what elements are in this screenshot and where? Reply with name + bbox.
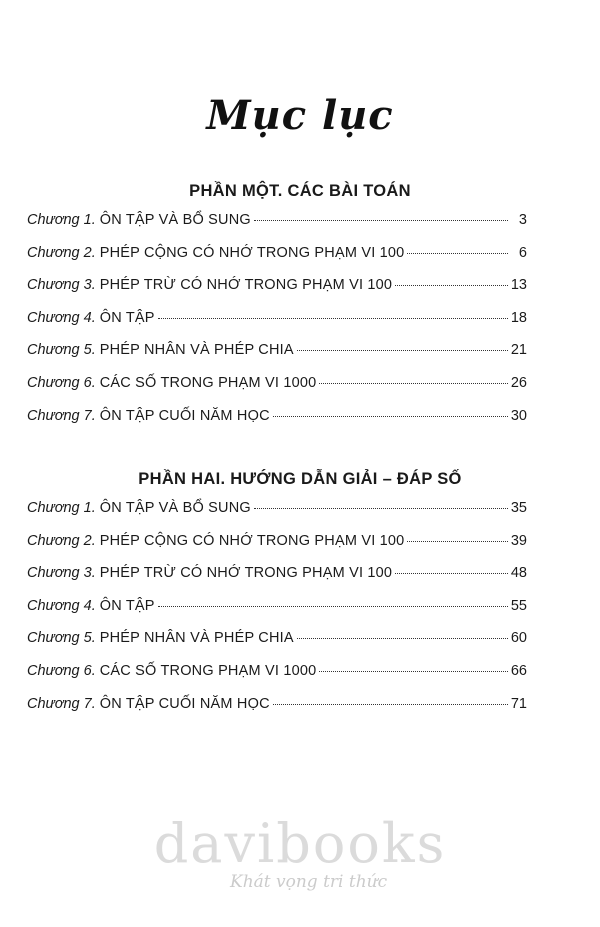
chapter-label: Chương bbox=[27, 342, 80, 359]
chapter-number: 3. bbox=[83, 565, 96, 582]
chapter-number: 1. bbox=[83, 212, 96, 228]
dot-leader bbox=[319, 383, 507, 384]
chapter-label: Chương bbox=[27, 374, 80, 391]
dot-leader bbox=[273, 416, 508, 417]
page-title: Mục lục bbox=[206, 92, 394, 139]
chapter-label: Chương bbox=[27, 597, 80, 614]
chapter-number: 4. bbox=[83, 597, 96, 614]
chapter-number: 2. bbox=[83, 244, 96, 261]
page-number: 35 bbox=[510, 500, 527, 516]
chapter-label: Chương bbox=[27, 500, 80, 516]
dot-leader bbox=[319, 671, 507, 672]
dot-leader bbox=[407, 541, 507, 542]
chapter-number: 6. bbox=[83, 374, 96, 391]
page-number: 39 bbox=[510, 532, 527, 549]
toc-entry bbox=[27, 598, 527, 631]
chapter-title: PHÉP NHÂN VÀ PHÉP CHIA bbox=[99, 342, 294, 359]
page-number: 6 bbox=[518, 244, 527, 261]
toc-entry bbox=[27, 277, 527, 310]
chapter-number: 7. bbox=[83, 695, 96, 712]
chapter-number: 7. bbox=[83, 407, 96, 424]
toc-entry bbox=[27, 245, 527, 278]
toc-entry bbox=[27, 342, 527, 375]
toc-entry bbox=[27, 375, 527, 408]
chapter-title: CÁC SỐ TRONG PHẠM VI 1000 bbox=[99, 374, 317, 391]
watermark-logo: davibooks bbox=[153, 812, 447, 875]
chapter-title: PHÉP TRỪ CÓ NHỚ TRONG PHẠM VI 100 bbox=[99, 277, 393, 294]
page-number: 55 bbox=[510, 597, 527, 614]
toc-entry bbox=[27, 565, 527, 598]
page-number: 60 bbox=[510, 630, 527, 647]
section-heading-part-one: PHẦN MỘT. CÁC BÀI TOÁN bbox=[189, 182, 411, 200]
dot-leader bbox=[254, 220, 508, 221]
page-number: 30 bbox=[510, 407, 527, 424]
dot-leader bbox=[158, 606, 508, 607]
toc-entry bbox=[27, 663, 527, 696]
page-number: 3 bbox=[518, 212, 527, 228]
chapter-title: PHÉP TRỪ CÓ NHỚ TRONG PHẠM VI 100 bbox=[99, 565, 393, 582]
page-number: 21 bbox=[510, 342, 527, 359]
section-heading-part-two: PHẦN HAI. HƯỚNG DẪN GIẢI – ĐÁP SỐ bbox=[138, 470, 462, 488]
chapter-title: PHÉP CỘNG CÓ NHỚ TRONG PHẠM VI 100 bbox=[99, 532, 405, 549]
dot-leader bbox=[254, 508, 508, 509]
toc-entry bbox=[27, 630, 527, 663]
chapter-label: Chương bbox=[27, 309, 80, 326]
chapter-title: CÁC SỐ TRONG PHẠM VI 1000 bbox=[99, 662, 317, 679]
chapter-label: Chương bbox=[27, 662, 80, 679]
chapter-label: Chương bbox=[27, 244, 80, 261]
dot-leader bbox=[158, 318, 508, 319]
chapter-title: PHÉP NHÂN VÀ PHÉP CHIA bbox=[99, 630, 294, 647]
chapter-title: PHÉP CỘNG CÓ NHỚ TRONG PHẠM VI 100 bbox=[99, 244, 405, 261]
chapter-title: ÔN TẬP bbox=[99, 597, 155, 614]
page-number: 13 bbox=[510, 277, 527, 294]
toc-entry bbox=[27, 212, 527, 245]
toc-list-part-two bbox=[27, 500, 527, 728]
dot-leader bbox=[395, 573, 508, 574]
chapter-title: ÔN TẬP bbox=[99, 309, 155, 326]
chapter-number: 5. bbox=[83, 342, 96, 359]
chapter-number: 3. bbox=[83, 277, 96, 294]
chapter-label: Chương bbox=[27, 630, 80, 647]
chapter-title: ÔN TẬP CUỐI NĂM HỌC bbox=[99, 695, 270, 712]
chapter-number: 6. bbox=[83, 662, 96, 679]
chapter-title: ÔN TẬP CUỐI NĂM HỌC bbox=[99, 407, 270, 424]
toc-entry bbox=[27, 696, 527, 729]
chapter-label: Chương bbox=[27, 212, 80, 228]
toc-list-part-one bbox=[27, 212, 527, 440]
chapter-label: Chương bbox=[27, 407, 80, 424]
chapter-number: 1. bbox=[83, 500, 96, 516]
chapter-label: Chương bbox=[27, 565, 80, 582]
chapter-number: 5. bbox=[83, 630, 96, 647]
page-number: 48 bbox=[510, 565, 527, 582]
chapter-title: ÔN TẬP VÀ BỔ SUNG bbox=[99, 500, 251, 516]
dot-leader bbox=[297, 350, 508, 351]
toc-entry bbox=[27, 408, 527, 441]
chapter-title: ÔN TẬP VÀ BỔ SUNG bbox=[99, 212, 251, 228]
toc-entry bbox=[27, 533, 527, 566]
chapter-number: 4. bbox=[83, 309, 96, 326]
dot-leader bbox=[297, 638, 508, 639]
dot-leader bbox=[407, 253, 508, 254]
chapter-label: Chương bbox=[27, 277, 80, 294]
page-number: 26 bbox=[510, 374, 527, 391]
dot-leader bbox=[395, 285, 508, 286]
dot-leader bbox=[273, 704, 508, 705]
watermark-tagline: Khát vọng tri thức bbox=[230, 872, 388, 892]
toc-entry bbox=[27, 310, 527, 343]
page-number: 66 bbox=[510, 662, 527, 679]
page-number: 71 bbox=[510, 695, 527, 712]
toc-entry bbox=[27, 500, 527, 533]
chapter-number: 2. bbox=[83, 532, 96, 549]
chapter-label: Chương bbox=[27, 695, 80, 712]
page-number: 18 bbox=[510, 309, 527, 326]
chapter-label: Chương bbox=[27, 532, 80, 549]
